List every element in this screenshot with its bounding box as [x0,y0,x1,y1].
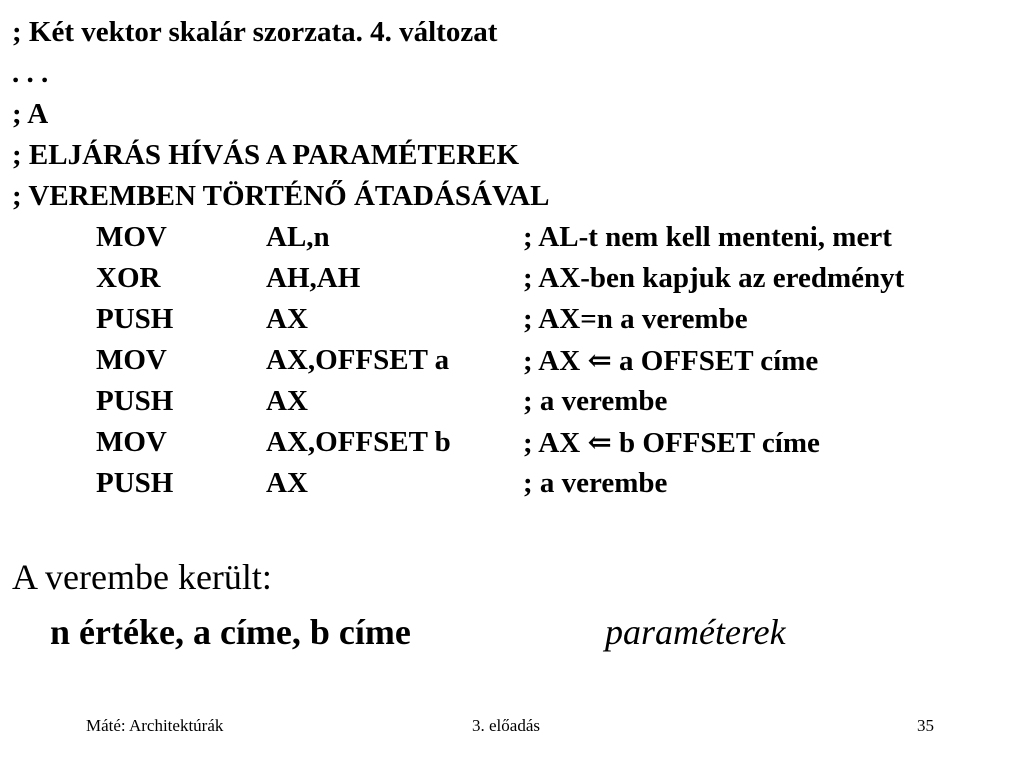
left-double-arrow-icon: ⇐ [587,425,612,459]
stack-summary-title: A verembe került: [12,557,272,597]
instruction-comment [523,299,748,340]
header-line: ; VEREMBEN TÖRTÉNŐ ÁTADÁSÁVAL [12,180,550,212]
params-note: paraméterek [605,612,786,652]
instruction-opcode: PUSH [96,385,174,417]
instruction-operands: AX [266,385,308,417]
instruction-operands: AX [266,303,308,335]
comment-text: ; a verembe [523,467,668,499]
comment-text: ; a verembe [523,385,668,417]
instruction-comment [523,463,667,504]
instruction-opcode: PUSH [96,303,174,335]
footer-page-number: 35 [917,716,934,735]
instruction-operands: AX,OFFSET a [266,344,450,376]
comment-text: ; AX=n a verembe [523,303,748,335]
instruction-operands: AH,AH [266,262,361,294]
footer-author-course: Máté: Architektúrák [86,716,224,735]
header-line: ; A [12,98,49,130]
instruction-operands: AX,OFFSET b [266,426,451,458]
comment-text: ; AL-t nem kell menteni, mert [523,221,892,253]
instruction-opcode: XOR [96,262,161,294]
instruction-comment [523,381,667,422]
header-lines [12,12,549,217]
instruction-opcode: MOV [96,426,167,458]
header-line: ; Két vektor skalár szorzata. 4. változat [12,16,498,48]
instruction-comment [523,217,892,258]
instruction-operands: AL,n [266,221,330,253]
comment-text: a OFFSET címe [611,345,819,377]
header-line: . . . [12,57,49,89]
comment-text: ; AX-ben kapjuk az eredményt [523,262,905,294]
header-line: ; ELJÁRÁS HÍVÁS A PARAMÉTEREK [12,139,520,171]
comment-text: b OFFSET címe [611,427,820,459]
comment-text: ; AX [523,427,588,459]
instruction-comment [523,258,904,299]
pushed-params-list: n értéke, a címe, b címe [50,612,411,652]
instruction-opcode: MOV [96,344,167,376]
footer-lecture: 3. előadás [472,716,540,735]
comment-text: ; AX [523,345,588,377]
stack-summary-detail [50,608,950,656]
instruction-comment [523,340,818,382]
left-double-arrow-icon: ⇐ [587,343,612,377]
instruction-opcode: MOV [96,221,167,253]
instruction-operands: AX [266,467,308,499]
instruction-comment [523,422,820,464]
instruction-opcode: PUSH [96,467,174,499]
